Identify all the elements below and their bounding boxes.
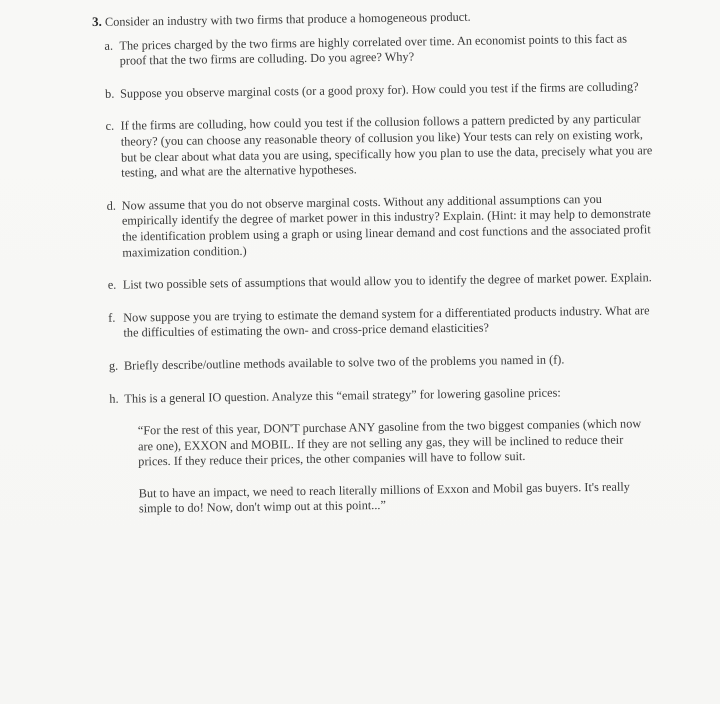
question-item-g (109, 351, 657, 374)
item-label: g. (108, 358, 119, 373)
quote-paragraph: “For the rest of this year, DON'T purchase ANY gasoline from the two biggest companies (which now are one), EXXON and MOBIL. If they are not selling any gas, they will be inclined to reduce their prices. If they reduce their prices, the other companies will have to follow suit. (137, 416, 642, 469)
item-label: e. (107, 277, 117, 292)
item-text: This is a general IO question. Analyze this “email strategy” for lowering gasoline prices: (124, 384, 561, 406)
item-label: c. (105, 119, 115, 134)
question-item-h (109, 384, 657, 407)
question-item-a (104, 31, 652, 70)
email-strategy-quote (138, 416, 644, 517)
item-label: f. (108, 310, 116, 325)
question-prompt: Consider an industry with two firms that produce a homogeneous product. (104, 9, 471, 29)
item-text: Briefly describe/outline methods available to solve two of the problems you named in (f). (123, 352, 565, 373)
item-text: Suppose you observe marginal costs (or a good proxy for). How could you test if the firms are colluding? (120, 79, 639, 101)
question-number: 3. (92, 13, 102, 29)
question-item-b (105, 79, 653, 102)
item-label: h. (109, 391, 119, 406)
item-text: Now suppose you are trying to estimate the demand system for a differentiated products industry. What are the difficulties of estimating the own- and cross-price demand elasticities? (123, 302, 650, 340)
question-header (92, 6, 652, 30)
quote-paragraph: But to have an impact, we need to reach literally millions of Exxon and Mobil gas buyers. It's really simple to do! Now, don't wimp out at this point...” (138, 479, 630, 516)
item-text: List two possible sets of assumptions that would allow you to identify the degree of market power. Explain. (122, 270, 652, 292)
item-label: d. (106, 198, 117, 213)
question-item-c (105, 112, 654, 182)
question-item-d (107, 191, 656, 261)
question-item-e (108, 270, 656, 293)
question-item-f (108, 303, 656, 342)
item-text: Now assume that you do not observe marginal costs. Without any additional assumptions can you empirically identify the degree of market power in this industry? Explain. (Hint: it may help to demonstrate the identification problem using a graph or using linear demand and cost functions and the associated profit maximization condition.) (121, 191, 651, 260)
item-label: a. (104, 38, 114, 53)
item-label: b. (105, 86, 115, 101)
problem-set-document (92, 6, 659, 534)
item-text: The prices charged by the two firms are highly correlated over time. An economist points to this fact as proof that the two firms are colluding. Do you agree? Why? (119, 31, 628, 68)
item-text: If the firms are colluding, how could you test if the collusion follows a pattern predicted by any particular theory? (you can choose any reasonable theory of collusion you like) Your tests can rely on existing work, but be clear about what data you are using, specifically how you plan to use the data, precisely what you are testing, and what are the alternative hypotheses. (120, 111, 653, 180)
